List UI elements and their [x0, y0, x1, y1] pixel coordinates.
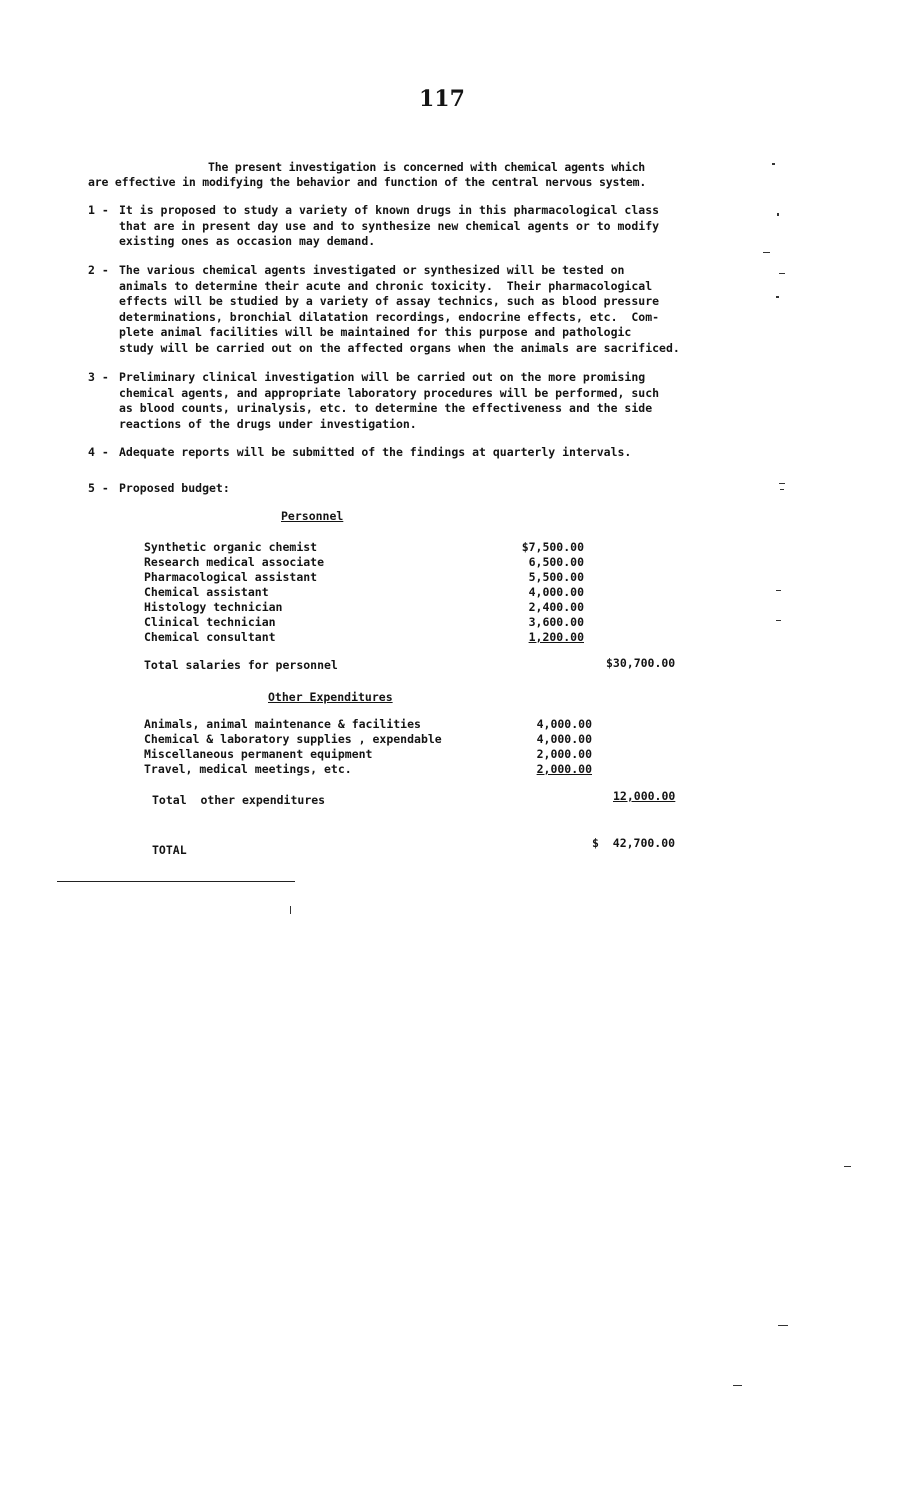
scan-speck [779, 273, 785, 274]
budget-row [144, 570, 604, 585]
scan-speck [777, 213, 779, 216]
item-line: chemical agents, and appropriate laboratory procedures will be performed, such [119, 385, 660, 400]
item-number: 4 - [88, 445, 109, 459]
scan-speck [290, 906, 291, 914]
item-number: 1 - [88, 203, 109, 217]
budget-row-label: Animals, animal maintenance & facilities [144, 717, 421, 731]
item-body [119, 263, 680, 356]
budget-row-amount: 3,600.00 [528, 615, 584, 629]
budget-row [144, 600, 604, 615]
item-line: as blood counts, urinalysis, etc. to determine the effectiveness and the side [119, 401, 653, 415]
scan-speck [772, 163, 775, 165]
item-number: 2 - [88, 263, 109, 277]
item-line: Adequate reports will be submitted of the findings at quarterly intervals. [119, 445, 632, 459]
budget-row [144, 615, 604, 630]
scan-speck [778, 1325, 788, 1326]
item-line: plete animal facilities will be maintained for this purpose and pathologic [119, 325, 632, 339]
grand-total-amount: $ 42,700.00 [592, 836, 676, 850]
budget-row [144, 762, 604, 777]
item-body [119, 370, 659, 432]
item-number: 3 - [88, 370, 109, 384]
item-body [119, 203, 659, 250]
budget-row-amount: 4,000.00 [536, 717, 592, 731]
other-expenditures-heading: Other Expenditures [268, 690, 393, 704]
budget-row [144, 630, 604, 645]
footer-rule [57, 881, 295, 882]
item-line: Preliminary clinical investigation will be carried out on the more promising [119, 370, 646, 384]
budget-row-label: Research medical associate [144, 555, 325, 569]
item-line: that are in present day use and to synthesize new chemical agents or to modify [119, 218, 660, 233]
budget-row [144, 732, 604, 747]
intro-line-2: are effective in modifying the behavior and function of the central nervous system. [88, 175, 647, 189]
budget-row-label: Histology technician [144, 600, 283, 614]
other-total-label: Total other expenditures [152, 793, 326, 807]
budget-row-amount: 2,400.00 [528, 600, 584, 614]
budget-row-label: Synthetic organic chemist [144, 540, 318, 554]
item-line: The various chemical agents investigated or synthesized will be tested on [119, 263, 625, 277]
budget-row-label: Travel, medical meetings, etc. [144, 762, 352, 776]
budget-row-amount: 4,000.00 [528, 585, 584, 599]
budget-row-label: Chemical assistant [144, 585, 269, 599]
budget-row-label: Miscellaneous permanent equipment [144, 747, 373, 761]
personnel-total-label: Total salaries for personnel [144, 658, 338, 672]
scan-speck [780, 489, 784, 490]
item-line: determinations, bronchial dilatation recordings, endocrine effects, etc. Com- [119, 309, 660, 324]
budget-row-amount: 6,500.00 [528, 555, 584, 569]
grand-total-label: TOTAL [152, 843, 187, 857]
item-line: study will be carried out on the affected organs when the animals are sacrificed. [119, 340, 680, 355]
item-line: existing ones as occasion may demand. [119, 234, 376, 248]
personnel-heading: Personnel [281, 509, 344, 523]
budget-row [144, 555, 604, 570]
budget-row [144, 717, 604, 732]
budget-row [144, 540, 604, 555]
item-line: Proposed budget: [119, 481, 230, 495]
scan-speck [763, 252, 770, 253]
budget-row-amount: 4,000.00 [536, 732, 592, 746]
budget-row-label: Clinical technician [144, 615, 276, 629]
scan-speck [776, 620, 781, 621]
budget-row-label: Pharmacological assistant [144, 570, 318, 584]
item-line: animals to determine their acute and chronic toxicity. Their pharmacological [119, 278, 653, 293]
scan-speck [776, 590, 781, 591]
budget-row [144, 747, 604, 762]
item-line: It is proposed to study a variety of known drugs in this pharmacological class [119, 203, 660, 217]
budget-row-label: Chemical & laboratory supplies , expendable [144, 732, 442, 746]
budget-row-amount: 1,200.00 [528, 630, 584, 644]
scan-speck [779, 483, 785, 484]
item-number: 5 - [88, 481, 109, 495]
scan-speck [776, 296, 779, 298]
item-line: effects will be studied by a variety of assay technics, such as blood pressure [119, 294, 660, 308]
item-body [119, 445, 631, 461]
budget-row-amount: 2,000.00 [536, 762, 592, 776]
item-body [119, 481, 230, 497]
item-line: reactions of the drugs under investigation. [119, 416, 417, 431]
intro-line-1: The present investigation is concerned with chemical agents which [208, 160, 646, 174]
budget-row-amount: 5,500.00 [528, 570, 584, 584]
other-total-amount: 12,000.00 [613, 789, 676, 803]
page-number: 117 [419, 86, 465, 112]
scan-speck [844, 1166, 851, 1167]
budget-row [144, 585, 604, 600]
budget-row-amount: $7,500.00 [521, 540, 584, 554]
budget-row-amount: 2,000.00 [536, 747, 592, 761]
scan-speck [733, 1385, 742, 1386]
budget-row-label: Chemical consultant [144, 630, 276, 644]
personnel-total-amount: $30,700.00 [606, 656, 676, 670]
